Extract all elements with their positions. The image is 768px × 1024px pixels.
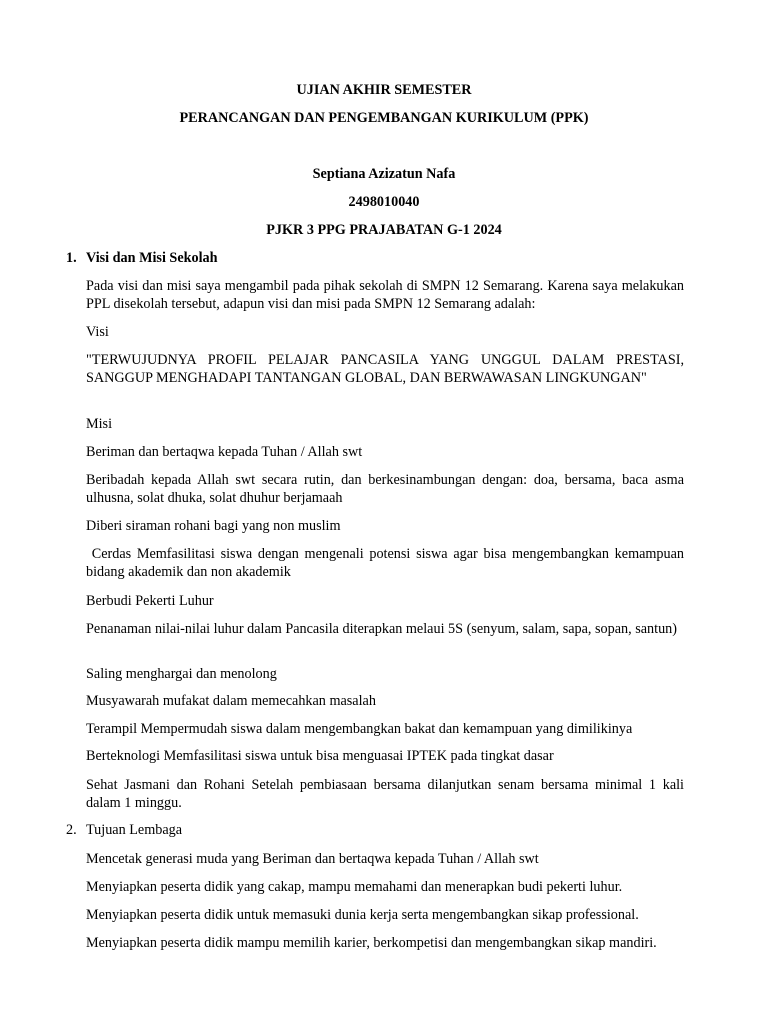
misi-item: Cerdas Memfasilitasi siswa dengan mengenali potensi siswa agar bisa mengembangkan kemampuan bidang akademik dan non akademik [86, 546, 688, 580]
misi-item: Berteknologi Memfasilitasi siswa untuk bisa menguasai IPTEK pada tingkat dasar [86, 748, 554, 764]
misi-item: Saling menghargai dan menolong [86, 666, 277, 682]
misi-item: Beriman dan bertaqwa kepada Tuhan / Allah swt [86, 444, 363, 460]
exam-title: UJIAN AKHIR SEMESTER [296, 82, 472, 98]
section-heading-visi-misi [66, 250, 218, 267]
section-title: Tujuan Lembaga [86, 822, 183, 838]
misi-item: Diberi siraman rohani bagi yang non muslim [86, 518, 341, 534]
course-title: PERANCANGAN DAN PENGEMBANGAN KURIKULUM (PPK) [179, 110, 589, 126]
intro-paragraph: Pada visi dan misi saya mengambil pada pihak sekolah di SMPN 12 Semarang. Karena saya melakukan PPL disekolah tersebut, adapun visi dan misi pada SMPN 12 Semarang adalah: [86, 278, 684, 312]
misi-label: Misi [86, 416, 113, 432]
misi-item: Sehat Jasmani dan Rohani Setelah pembiasaan bersama dilanjutkan senam bersama minimal 1 kali dalam 1 minggu. [86, 777, 684, 811]
misi-item: Berbudi Pekerti Luhur [86, 593, 214, 609]
misi-item: Penanaman nilai-nilai luhur dalam Pancasila diterapkan melaui 5S (senyum, salam, sapa, sopan, santun) [86, 621, 677, 637]
visi-label: Visi [86, 324, 109, 340]
section-heading-tujuan [66, 822, 182, 839]
misi-item: Musyawarah mufakat dalam memecahkan masalah [86, 693, 376, 709]
student-id: 2498010040 [348, 194, 420, 210]
section-number: 1. [66, 250, 77, 266]
section-title: Visi dan Misi Sekolah [86, 250, 218, 266]
section-number: 2. [66, 822, 77, 838]
tujuan-item: Menyiapkan peserta didik yang cakap, mampu memahami dan menerapkan budi pekerti luhur. [86, 879, 623, 895]
misi-item: Beribadah kepada Allah swt secara rutin, dan berkesinambungan dengan: doa, bersama, baca asma ulhusna, solat dhuka, solat dhuhur berjamaah [86, 472, 684, 506]
tujuan-item: Mencetak generasi muda yang Beriman dan bertaqwa kepada Tuhan / Allah swt [86, 851, 539, 867]
tujuan-item: Menyiapkan peserta didik mampu memilih karier, berkompetisi dan mengembangkan sikap mandiri. [86, 935, 657, 951]
student-name: Septiana Azizatun Nafa [312, 166, 456, 182]
student-class: PJKR 3 PPG PRAJABATAN G-1 2024 [266, 222, 502, 238]
visi-statement: "TERWUJUDNYA PROFIL PELAJAR PANCASILA YANG UNGGUL DALAM PRESTASI, SANGGUP MENGHADAPI TANTANGAN GLOBAL, DAN BERWAWASAN LINGKUNGAN" [86, 352, 684, 386]
misi-item: Terampil Mempermudah siswa dalam mengembangkan bakat dan kemampuan yang dimilikinya [86, 721, 633, 737]
tujuan-item: Menyiapkan peserta didik untuk memasuki dunia kerja serta mengembangkan sikap professional. [86, 907, 639, 923]
